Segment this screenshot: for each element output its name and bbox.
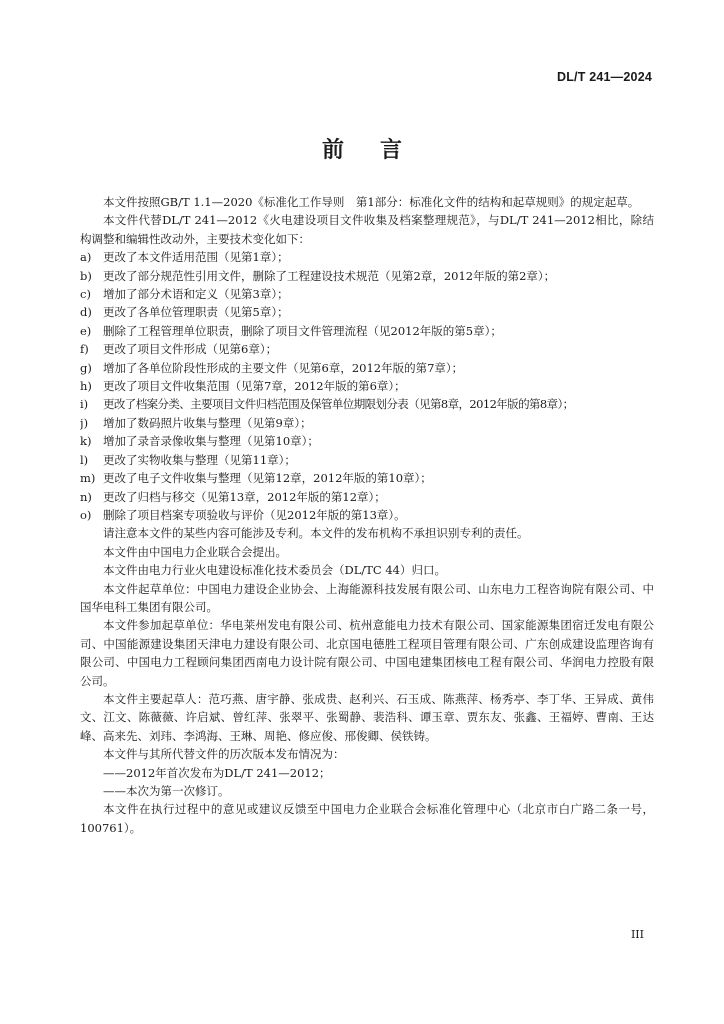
list-marker: l) bbox=[80, 452, 89, 467]
list-text: 更改了档案分类、主要项目文件归档范围及保管单位期限划分表（见第8章，2012年版的第8章）； bbox=[103, 397, 574, 412]
list-marker: f) bbox=[80, 342, 89, 357]
paragraph-committee: 本文件由电力行业火电建设标准化技术委员会（DL/TC 44）归口。 bbox=[103, 563, 446, 578]
list-marker: o) bbox=[80, 507, 92, 522]
list-item bbox=[80, 340, 654, 358]
list-marker: a) bbox=[80, 250, 92, 265]
list-marker: n) bbox=[80, 489, 92, 504]
list-marker: h) bbox=[80, 379, 92, 394]
list-item bbox=[80, 451, 654, 469]
list-marker: e) bbox=[80, 323, 92, 338]
list-item bbox=[80, 488, 654, 506]
paragraph-replacement: 本文件代替DL/T 241—2012《火电建设项目文件收集及档案整理规范》，与DL/T 241—2012相比，除结构调整和编辑性改动外，主要技术变化如下： bbox=[80, 213, 654, 246]
paragraph-drafting-units: 本文件起草单位：中国电力建设企业协会、上海能源科技发展有限公司、山东电力工程咨询院有限公司、中国华电科工集团有限公司。 bbox=[80, 581, 654, 614]
list-marker: d) bbox=[80, 305, 92, 320]
list-item bbox=[80, 303, 654, 321]
list-marker: i) bbox=[80, 397, 89, 412]
list-item bbox=[80, 377, 654, 395]
paragraph-drafters: 本文件主要起草人：范巧燕、唐宇静、张成贵、赵利兴、石玉成、陈燕萍、杨秀亭、李丁华、王异成、黄伟文、江文、陈薇薇、许启斌、曾红萍、张翠平、张蜀静、裴浩科、谭玉章、贾东友、张鑫、王福婷、曹南、王达峰、高来先、刘玮、李鸿海、王琳、周艳、修应俊、邢俊卿、侯铁铸。 bbox=[80, 691, 654, 743]
foreword-body bbox=[80, 193, 654, 837]
list-item bbox=[80, 322, 654, 340]
list-item bbox=[80, 469, 654, 487]
list-text: 更改了本文件适用范围（见第1章）； bbox=[103, 250, 289, 265]
paragraph-version-history: 本文件与其所代替文件的历次版本发布情况为： bbox=[103, 747, 345, 762]
list-text: 增加了录音录像收集与整理（见第10章）； bbox=[103, 434, 319, 449]
list-item bbox=[80, 395, 654, 413]
list-text: 更改了电子文件收集与整理（见第12章，2012年版的第10章）； bbox=[103, 471, 432, 486]
paragraph-patent-notice: 请注意本文件的某些内容可能涉及专利。本文件的发布机构不承担识别专利的责任。 bbox=[103, 526, 529, 541]
page-number: III bbox=[630, 928, 644, 941]
list-text: 增加了部分术语和定义（见第3章）； bbox=[103, 287, 289, 302]
list-item bbox=[80, 432, 654, 450]
history-item: ——2012年首次发布为DL/T 241—2012； bbox=[103, 765, 331, 780]
list-marker: k) bbox=[80, 434, 92, 449]
list-text: 删除了工程管理单位职责，删除了项目文件管理流程（见2012年版的第5章）； bbox=[103, 323, 502, 338]
list-item bbox=[80, 285, 654, 303]
list-item bbox=[80, 248, 654, 266]
list-marker: b) bbox=[80, 268, 92, 283]
paragraph-participating-units: 本文件参加起草单位：华电莱州发电有限公司、杭州意能电力技术有限公司、国家能源集团宿迁发电有限公司、中国能源建设集团天津电力建设有限公司、北京国电德胜工程项目管理有限公司、广东创成建设监理咨询有限公司、中国电力工程顾问集团西南电力设计院有限公司、中国电建集团核电工程有限公司、华润电力控股有限公司。 bbox=[80, 618, 654, 688]
document-code: DL/T 241—2024 bbox=[556, 70, 652, 84]
list-text: 更改了项目文件收集范围（见第7章，2012年版的第6章）； bbox=[103, 379, 406, 394]
list-text: 更改了部分规范性引用文件，删除了工程建设技术规范（见第2章，2012年版的第2章）； bbox=[103, 268, 556, 283]
change-list bbox=[80, 248, 654, 524]
paragraph-proposer: 本文件由中国电力企业联合会提出。 bbox=[103, 544, 287, 559]
list-marker: g) bbox=[80, 360, 92, 375]
paragraph-feedback: 本文件在执行过程中的意见或建议反馈至中国电力企业联合会标准化管理中心（北京市白广路二条一号，100761）。 bbox=[80, 802, 654, 835]
list-text: 增加了各单位阶段性形成的主要文件（见第6章，2012年版的第7章）； bbox=[103, 360, 464, 375]
list-marker: j) bbox=[80, 415, 89, 430]
list-text: 删除了项目档案专项验收与评价（见2012年版的第13章）。 bbox=[103, 507, 406, 522]
list-item bbox=[80, 267, 654, 285]
paragraph-drafting-basis: 本文件按照GB/T 1.1—2020《标准化工作导则 第1部分：标准化文件的结构和起草规则》的规定起草。 bbox=[103, 195, 640, 209]
list-item bbox=[80, 359, 654, 377]
page-title: 前言 bbox=[321, 138, 438, 163]
list-marker: m) bbox=[80, 471, 96, 486]
list-text: 更改了各单位管理职责（见第5章）； bbox=[103, 305, 289, 320]
list-item bbox=[80, 414, 654, 432]
list-text: 更改了实物收集与整理（见第11章）； bbox=[103, 452, 296, 467]
list-item bbox=[80, 506, 654, 524]
history-item: ——本次为第一次修订。 bbox=[103, 784, 230, 798]
list-text: 更改了归档与移交（见第13章，2012年版的第12章）； bbox=[103, 489, 386, 504]
list-marker: c) bbox=[80, 287, 91, 302]
list-text: 增加了数码照片收集与整理（见第9章）； bbox=[103, 415, 312, 430]
list-text: 更改了项目文件形成（见第6章）； bbox=[103, 342, 278, 357]
